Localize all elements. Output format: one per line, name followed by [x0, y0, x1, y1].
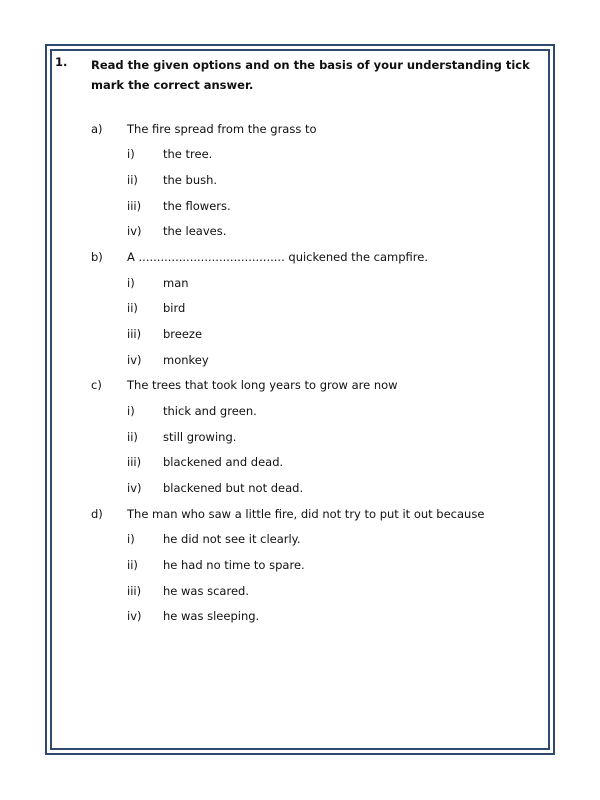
option-text[interactable]: breeze: [163, 327, 203, 341]
option-text[interactable]: the flowers.: [163, 199, 231, 213]
option-numeral: ii): [127, 301, 138, 315]
option-numeral: iii): [127, 199, 142, 213]
option-text[interactable]: bird: [163, 301, 186, 315]
option-numeral: iv): [127, 609, 142, 623]
option-text[interactable]: still growing.: [163, 430, 237, 444]
option-numeral: i): [127, 404, 135, 418]
option-text[interactable]: he was sleeping.: [163, 609, 260, 623]
page-border-inner: [50, 49, 550, 750]
option-numeral: iii): [127, 455, 142, 469]
question-instruction: Read the given options and on the basis of your understanding tick mark the correct answer.: [91, 58, 530, 92]
option-numeral: ii): [127, 558, 138, 572]
option-numeral: iv): [127, 481, 142, 495]
option-text[interactable]: blackened but not dead.: [163, 481, 304, 495]
question-number: 1.: [55, 55, 68, 69]
item-stem: A ........................................ quickened the campfire.: [127, 250, 428, 264]
item-letter: d): [91, 507, 103, 521]
option-numeral: ii): [127, 430, 138, 444]
option-numeral: i): [127, 147, 135, 161]
page-border-outer: [45, 44, 555, 755]
item-letter: b): [91, 250, 103, 264]
item-stem: The trees that took long years to grow are now: [127, 378, 398, 392]
option-numeral: i): [127, 532, 135, 546]
option-text[interactable]: blackened and dead.: [163, 455, 284, 469]
option-numeral: iv): [127, 353, 142, 367]
option-text[interactable]: the bush.: [163, 173, 218, 187]
option-text[interactable]: man: [163, 276, 189, 290]
option-text[interactable]: he was scared.: [163, 584, 249, 598]
option-text[interactable]: thick and green.: [163, 404, 257, 418]
option-text[interactable]: he did not see it clearly.: [163, 532, 301, 546]
option-text[interactable]: the leaves.: [163, 224, 227, 238]
item-stem: The fire spread from the grass to: [127, 122, 317, 136]
option-numeral: i): [127, 276, 135, 290]
option-numeral: ii): [127, 173, 138, 187]
option-text[interactable]: monkey: [163, 353, 209, 367]
option-text[interactable]: the tree.: [163, 147, 213, 161]
option-numeral: iv): [127, 224, 142, 238]
option-text[interactable]: he had no time to spare.: [163, 558, 305, 572]
option-numeral: iii): [127, 327, 142, 341]
item-stem: The man who saw a little fire, did not try to put it out because: [127, 507, 485, 521]
item-letter: a): [91, 122, 103, 136]
item-letter: c): [91, 378, 102, 392]
option-numeral: iii): [127, 584, 142, 598]
